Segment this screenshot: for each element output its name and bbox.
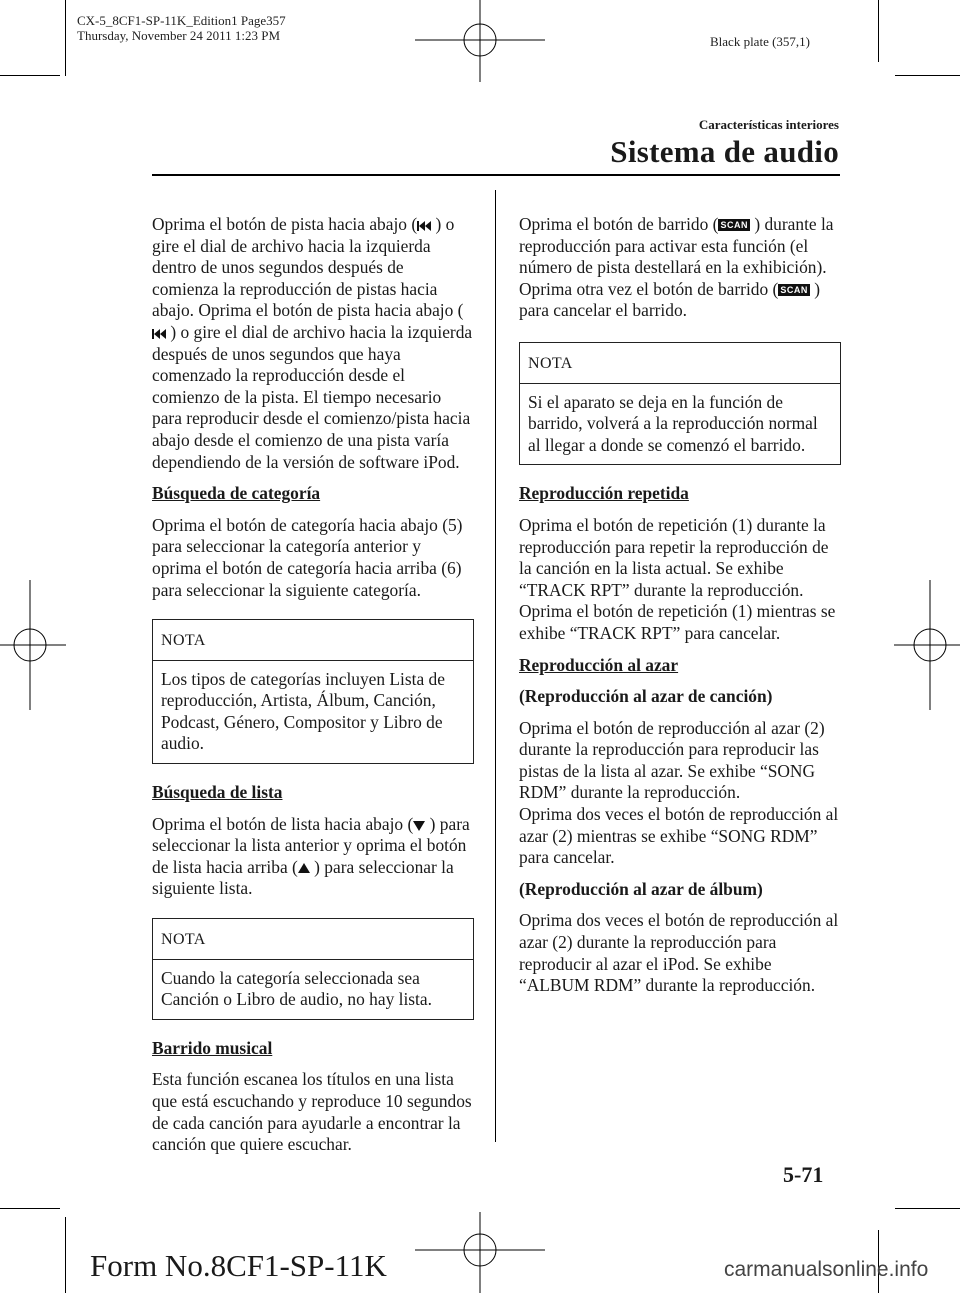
random-song-subheading: (Reproducción al azar de canción): [519, 686, 773, 707]
track-down-icon: [152, 328, 166, 340]
note-box: [519, 342, 841, 465]
random-album-text: Oprima dos veces el botón de reproducción al azar (2) durante la reproducción para reproducir al azar el iPod. Se exhibe “ALBUM RDM” durante la reproducción.: [519, 910, 839, 996]
crop-mark: [65, 1217, 66, 1293]
note-box: [152, 918, 474, 1020]
paragraph: Oprima el botón de pista hacia abajo ( ) o gire el dial de archivo hacia la izquierda dentro de unos segundos después de comienza la reproducción de pistas hacia abajo. Oprima el botón de pista hacia abajo ( ) o gire el dial de archivo hacia la izquierda después de unos segundos que haya comenzado la reproducción desde el comienzo de la pista. El tiempo necesario para reproducir desde el comienzo/pista hacia abajo desde el comienzo de una pista varía dependiendo de la versión de software iPod.: [152, 214, 473, 472]
file-info: [77, 13, 286, 43]
random-heading: Reproducción al azar: [519, 654, 679, 675]
note-body: Cuando la categoría seleccionada sea Canción o Libro de audio, no hay lista.: [161, 967, 432, 1010]
random-song-cancel-text: Oprima dos veces el botón de reproducción al azar (2) mientras se exhibe “SONG RDM” para cancelar.: [519, 804, 839, 868]
track-down-icon: [417, 220, 431, 232]
scan-icon: SCAN: [780, 284, 808, 295]
page-number: 5-71: [783, 1162, 824, 1187]
watermark: carmanualsonline.info: [724, 1258, 929, 1281]
category-heading: Búsqueda de categoría: [152, 483, 321, 504]
right-column: [519, 214, 841, 1007]
note-title: NOTA: [520, 343, 840, 384]
plate-label: Black plate (357,1): [710, 34, 810, 49]
registration-target-icon: [415, 1212, 545, 1293]
date-line: Thursday, November 24 2011 1:23 PM: [77, 28, 281, 43]
column-divider: [495, 190, 496, 1142]
list-text: Oprima el botón de lista hacia abajo ( ) para seleccionar la lista anterior y oprima el botón de lista hacia arriba ( ) para seleccionar la siguiente lista.: [152, 813, 470, 899]
note-box: [152, 619, 474, 764]
file-line: CX-5_8CF1-SP-11K_Edition1 Page357: [77, 13, 286, 28]
note-title: NOTA: [153, 919, 473, 960]
note-body: Si el aparato se deja en la función de barrido, volverá a la reproducción normal al llegar a donde se comenzó el barrido.: [528, 391, 818, 455]
crop-mark: [895, 1208, 960, 1209]
scan-heading: Barrido musical: [152, 1037, 273, 1058]
left-column: [152, 214, 474, 1166]
repeat-cancel-text: Oprima el botón de repetición (1) mientras se exhibe “TRACK RPT” para cancelar.: [519, 601, 836, 643]
category-text: Oprima el botón de categoría hacia abajo (5) para seleccionar la categoría anterior y oprima el botón de categoría hacia arriba (6) para seleccionar la siguiente categoría.: [152, 514, 463, 600]
list-heading: Búsqueda de lista: [152, 782, 283, 803]
scan-icon: SCAN: [720, 220, 748, 230]
random-album-subheading: (Reproducción al azar de álbum): [519, 878, 763, 899]
scan-text: Esta función escanea los títulos en una lista que está escuchando y reproduce 10 segundos de cada canción para ayudarle a encontrar la canción que quiere escuchar.: [152, 1069, 472, 1155]
crop-mark: [0, 1208, 60, 1209]
note-body: Los tipos de categorías incluyen Lista de reproducción, Artista, Álbum, Canción, Podcast, Género, Compositor y Libro de audio.: [161, 668, 445, 754]
registration-target-icon: [894, 580, 960, 710]
registration-target-icon: [0, 580, 66, 710]
repeat-heading: Reproducción repetida: [519, 483, 689, 504]
header-rule: [152, 174, 840, 176]
paragraph: Oprima el botón de barrido ( SCAN ) durante la reproducción para activar esta función (el número de pista destellará en la exhibición). Oprima otra vez el botón de barrido ( SCAN ) para cancelar el barrido.: [519, 214, 834, 321]
crop-mark: [65, 0, 66, 76]
triangle-up-icon: [298, 863, 310, 874]
note-title: NOTA: [153, 620, 473, 661]
triangle-down-icon: [413, 820, 425, 831]
form-number: Form No.8CF1-SP-11K: [90, 1248, 387, 1283]
crop-mark: [878, 0, 879, 62]
page-title: Sistema de audio: [610, 134, 839, 169]
crop-mark: [0, 75, 60, 76]
section-label: Características interiores: [698, 117, 839, 132]
registration-target-icon: [415, 0, 545, 82]
repeat-text: Oprima el botón de repetición (1) durante la reproducción para repetir la reproducción de la canción en la lista actual. Se exhibe “TRACK RPT” durante la reproducción.: [519, 514, 829, 600]
random-song-text: Oprima el botón de reproducción al azar (2) durante la reproducción para reproducir las pistas de la lista al azar. Se exhibe “SONG RDM” durante la reproducción.: [519, 717, 825, 803]
crop-mark: [895, 75, 960, 76]
